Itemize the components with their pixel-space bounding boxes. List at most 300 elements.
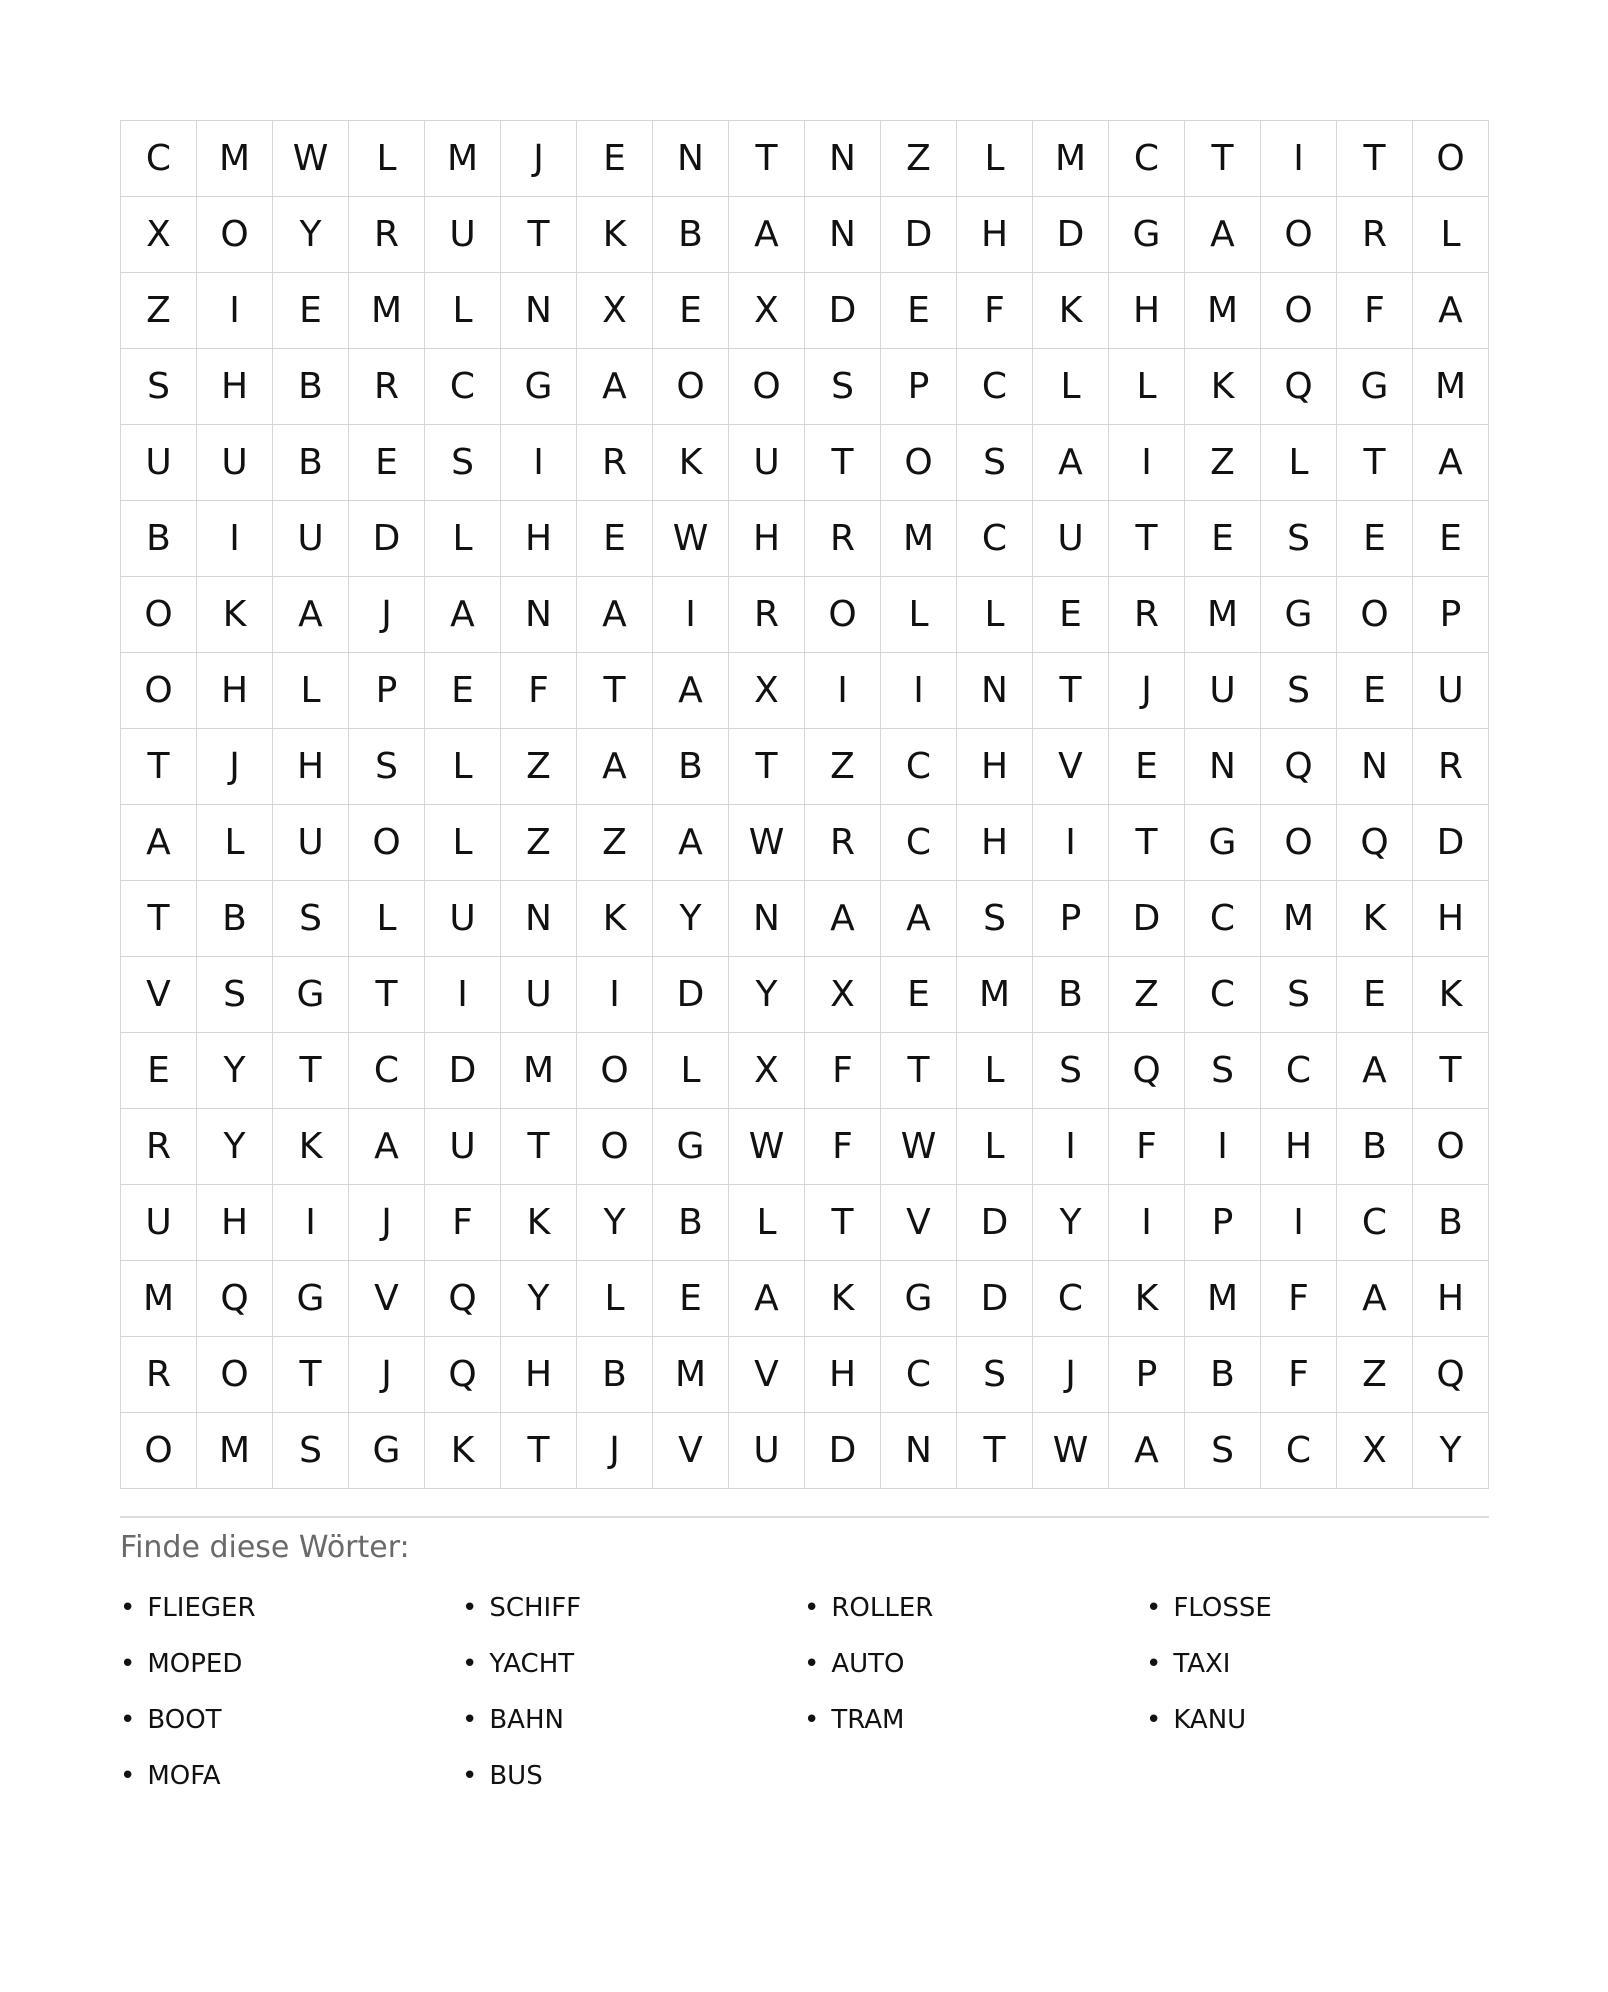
grid-cell[interactable]: H bbox=[197, 349, 273, 425]
grid-cell[interactable]: D bbox=[881, 197, 957, 273]
grid-cell[interactable]: M bbox=[1185, 577, 1261, 653]
grid-cell[interactable]: G bbox=[1109, 197, 1185, 273]
grid-cell[interactable]: Y bbox=[197, 1109, 273, 1185]
grid-cell[interactable]: I bbox=[1033, 805, 1109, 881]
grid-cell[interactable]: G bbox=[1185, 805, 1261, 881]
grid-cell[interactable]: Z bbox=[1337, 1337, 1413, 1413]
grid-cell[interactable]: S bbox=[197, 957, 273, 1033]
grid-cell[interactable]: J bbox=[197, 729, 273, 805]
grid-cell[interactable]: X bbox=[805, 957, 881, 1033]
grid-cell[interactable]: M bbox=[425, 121, 501, 197]
grid-cell[interactable]: J bbox=[349, 577, 425, 653]
grid-cell[interactable]: T bbox=[1109, 501, 1185, 577]
grid-cell[interactable]: A bbox=[577, 577, 653, 653]
grid-cell[interactable]: E bbox=[881, 273, 957, 349]
grid-cell[interactable]: O bbox=[729, 349, 805, 425]
grid-cell[interactable]: T bbox=[957, 1413, 1033, 1489]
grid-cell[interactable]: E bbox=[1337, 653, 1413, 729]
grid-cell[interactable]: K bbox=[1337, 881, 1413, 957]
grid-cell[interactable]: D bbox=[805, 273, 881, 349]
grid-cell[interactable]: U bbox=[1185, 653, 1261, 729]
grid-cell[interactable]: A bbox=[273, 577, 349, 653]
grid-cell[interactable]: T bbox=[501, 1109, 577, 1185]
grid-cell[interactable]: E bbox=[1185, 501, 1261, 577]
grid-cell[interactable]: Z bbox=[501, 805, 577, 881]
grid-cell[interactable]: S bbox=[273, 1413, 349, 1489]
grid-cell[interactable]: T bbox=[1337, 425, 1413, 501]
grid-cell[interactable]: B bbox=[1413, 1185, 1489, 1261]
grid-cell[interactable]: A bbox=[577, 729, 653, 805]
grid-cell[interactable]: G bbox=[1261, 577, 1337, 653]
grid-cell[interactable]: Y bbox=[501, 1261, 577, 1337]
grid-cell[interactable]: Q bbox=[425, 1337, 501, 1413]
grid-cell[interactable]: B bbox=[273, 349, 349, 425]
grid-cell[interactable]: A bbox=[729, 1261, 805, 1337]
grid-cell[interactable]: I bbox=[501, 425, 577, 501]
grid-cell[interactable]: U bbox=[121, 1185, 197, 1261]
grid-cell[interactable]: O bbox=[1261, 273, 1337, 349]
grid-cell[interactable]: I bbox=[653, 577, 729, 653]
grid-cell[interactable]: R bbox=[805, 805, 881, 881]
grid-cell[interactable]: W bbox=[729, 805, 805, 881]
grid-cell[interactable]: Q bbox=[1337, 805, 1413, 881]
grid-cell[interactable]: T bbox=[729, 121, 805, 197]
grid-cell[interactable]: L bbox=[1033, 349, 1109, 425]
grid-cell[interactable]: B bbox=[653, 1185, 729, 1261]
grid-cell[interactable]: E bbox=[577, 501, 653, 577]
grid-cell[interactable]: V bbox=[1033, 729, 1109, 805]
grid-cell[interactable]: M bbox=[197, 1413, 273, 1489]
grid-cell[interactable]: C bbox=[881, 1337, 957, 1413]
grid-cell[interactable]: A bbox=[653, 805, 729, 881]
grid-cell[interactable]: O bbox=[121, 653, 197, 729]
grid-cell[interactable]: B bbox=[273, 425, 349, 501]
grid-cell[interactable]: Z bbox=[577, 805, 653, 881]
grid-cell[interactable]: N bbox=[881, 1413, 957, 1489]
grid-cell[interactable]: P bbox=[1033, 881, 1109, 957]
grid-cell[interactable]: R bbox=[577, 425, 653, 501]
grid-cell[interactable]: S bbox=[1261, 957, 1337, 1033]
grid-cell[interactable]: C bbox=[1185, 957, 1261, 1033]
grid-cell[interactable]: F bbox=[425, 1185, 501, 1261]
grid-cell[interactable]: S bbox=[957, 425, 1033, 501]
grid-cell[interactable]: F bbox=[1337, 273, 1413, 349]
grid-cell[interactable]: E bbox=[121, 1033, 197, 1109]
grid-cell[interactable]: S bbox=[805, 349, 881, 425]
grid-cell[interactable]: Q bbox=[1413, 1337, 1489, 1413]
grid-cell[interactable]: Y bbox=[729, 957, 805, 1033]
grid-cell[interactable]: L bbox=[957, 1109, 1033, 1185]
grid-cell[interactable]: B bbox=[1033, 957, 1109, 1033]
grid-cell[interactable]: M bbox=[1185, 1261, 1261, 1337]
grid-cell[interactable]: I bbox=[425, 957, 501, 1033]
grid-cell[interactable]: D bbox=[1413, 805, 1489, 881]
grid-cell[interactable]: E bbox=[349, 425, 425, 501]
grid-cell[interactable]: Y bbox=[653, 881, 729, 957]
grid-cell[interactable]: R bbox=[121, 1109, 197, 1185]
grid-cell[interactable]: L bbox=[1261, 425, 1337, 501]
grid-cell[interactable]: U bbox=[1033, 501, 1109, 577]
grid-cell[interactable]: S bbox=[349, 729, 425, 805]
grid-cell[interactable]: E bbox=[1337, 957, 1413, 1033]
grid-cell[interactable]: R bbox=[349, 349, 425, 425]
grid-cell[interactable]: P bbox=[1109, 1337, 1185, 1413]
grid-cell[interactable]: C bbox=[425, 349, 501, 425]
grid-cell[interactable]: A bbox=[1109, 1413, 1185, 1489]
grid-cell[interactable]: V bbox=[349, 1261, 425, 1337]
grid-cell[interactable]: D bbox=[957, 1261, 1033, 1337]
grid-cell[interactable]: C bbox=[881, 729, 957, 805]
grid-cell[interactable]: Z bbox=[121, 273, 197, 349]
grid-cell[interactable]: E bbox=[653, 1261, 729, 1337]
grid-cell[interactable]: B bbox=[653, 729, 729, 805]
grid-cell[interactable]: S bbox=[1261, 653, 1337, 729]
grid-cell[interactable]: J bbox=[349, 1185, 425, 1261]
grid-cell[interactable]: G bbox=[653, 1109, 729, 1185]
grid-cell[interactable]: M bbox=[957, 957, 1033, 1033]
grid-cell[interactable]: X bbox=[729, 1033, 805, 1109]
grid-cell[interactable]: P bbox=[349, 653, 425, 729]
grid-cell[interactable]: J bbox=[1033, 1337, 1109, 1413]
grid-cell[interactable]: N bbox=[805, 121, 881, 197]
grid-cell[interactable]: D bbox=[1109, 881, 1185, 957]
grid-cell[interactable]: K bbox=[197, 577, 273, 653]
grid-cell[interactable]: H bbox=[1261, 1109, 1337, 1185]
grid-cell[interactable]: A bbox=[805, 881, 881, 957]
grid-cell[interactable]: B bbox=[1185, 1337, 1261, 1413]
grid-cell[interactable]: N bbox=[957, 653, 1033, 729]
grid-cell[interactable]: K bbox=[501, 1185, 577, 1261]
grid-cell[interactable]: M bbox=[501, 1033, 577, 1109]
grid-cell[interactable]: O bbox=[197, 197, 273, 273]
grid-cell[interactable]: X bbox=[729, 273, 805, 349]
grid-cell[interactable]: F bbox=[1261, 1261, 1337, 1337]
grid-cell[interactable]: H bbox=[957, 729, 1033, 805]
grid-cell[interactable]: T bbox=[273, 1337, 349, 1413]
grid-cell[interactable]: I bbox=[805, 653, 881, 729]
grid-cell[interactable]: A bbox=[1337, 1261, 1413, 1337]
grid-cell[interactable]: K bbox=[1413, 957, 1489, 1033]
grid-cell[interactable]: U bbox=[425, 197, 501, 273]
grid-cell[interactable]: D bbox=[653, 957, 729, 1033]
grid-cell[interactable]: M bbox=[121, 1261, 197, 1337]
grid-cell[interactable]: T bbox=[273, 1033, 349, 1109]
grid-cell[interactable]: V bbox=[881, 1185, 957, 1261]
grid-cell[interactable]: M bbox=[881, 501, 957, 577]
grid-cell[interactable]: Y bbox=[273, 197, 349, 273]
grid-cell[interactable]: W bbox=[729, 1109, 805, 1185]
grid-cell[interactable]: T bbox=[805, 1185, 881, 1261]
grid-cell[interactable]: Z bbox=[881, 121, 957, 197]
grid-cell[interactable]: K bbox=[577, 197, 653, 273]
grid-cell[interactable]: U bbox=[273, 501, 349, 577]
grid-cell[interactable]: P bbox=[881, 349, 957, 425]
grid-cell[interactable]: T bbox=[729, 729, 805, 805]
grid-cell[interactable]: N bbox=[729, 881, 805, 957]
grid-cell[interactable]: E bbox=[1109, 729, 1185, 805]
grid-cell[interactable]: I bbox=[1185, 1109, 1261, 1185]
grid-cell[interactable]: J bbox=[501, 121, 577, 197]
grid-cell[interactable]: E bbox=[425, 653, 501, 729]
grid-cell[interactable]: Y bbox=[197, 1033, 273, 1109]
grid-cell[interactable]: R bbox=[805, 501, 881, 577]
grid-cell[interactable]: W bbox=[653, 501, 729, 577]
grid-cell[interactable]: U bbox=[425, 1109, 501, 1185]
grid-cell[interactable]: U bbox=[197, 425, 273, 501]
grid-cell[interactable]: K bbox=[1185, 349, 1261, 425]
grid-cell[interactable]: I bbox=[577, 957, 653, 1033]
grid-cell[interactable]: N bbox=[501, 273, 577, 349]
grid-cell[interactable]: B bbox=[577, 1337, 653, 1413]
grid-cell[interactable]: Z bbox=[501, 729, 577, 805]
grid-cell[interactable]: K bbox=[1033, 273, 1109, 349]
grid-cell[interactable]: O bbox=[881, 425, 957, 501]
grid-cell[interactable]: U bbox=[501, 957, 577, 1033]
grid-cell[interactable]: C bbox=[1185, 881, 1261, 957]
grid-cell[interactable]: M bbox=[349, 273, 425, 349]
grid-cell[interactable]: K bbox=[273, 1109, 349, 1185]
grid-cell[interactable]: L bbox=[957, 121, 1033, 197]
grid-cell[interactable]: E bbox=[1413, 501, 1489, 577]
grid-cell[interactable]: C bbox=[1261, 1033, 1337, 1109]
grid-cell[interactable]: F bbox=[805, 1109, 881, 1185]
grid-cell[interactable]: Q bbox=[425, 1261, 501, 1337]
grid-cell[interactable]: Q bbox=[1109, 1033, 1185, 1109]
grid-cell[interactable]: I bbox=[197, 273, 273, 349]
grid-cell[interactable]: G bbox=[501, 349, 577, 425]
grid-cell[interactable]: W bbox=[881, 1109, 957, 1185]
grid-cell[interactable]: Y bbox=[1033, 1185, 1109, 1261]
grid-cell[interactable]: M bbox=[653, 1337, 729, 1413]
grid-cell[interactable]: K bbox=[653, 425, 729, 501]
grid-cell[interactable]: O bbox=[1413, 1109, 1489, 1185]
grid-cell[interactable]: G bbox=[349, 1413, 425, 1489]
grid-cell[interactable]: L bbox=[729, 1185, 805, 1261]
grid-cell[interactable]: H bbox=[1413, 881, 1489, 957]
grid-cell[interactable]: O bbox=[121, 1413, 197, 1489]
grid-cell[interactable]: W bbox=[1033, 1413, 1109, 1489]
grid-cell[interactable]: N bbox=[1337, 729, 1413, 805]
grid-cell[interactable]: D bbox=[349, 501, 425, 577]
grid-cell[interactable]: L bbox=[957, 1033, 1033, 1109]
grid-cell[interactable]: O bbox=[121, 577, 197, 653]
grid-cell[interactable]: A bbox=[1033, 425, 1109, 501]
grid-cell[interactable]: G bbox=[881, 1261, 957, 1337]
grid-cell[interactable]: A bbox=[349, 1109, 425, 1185]
grid-cell[interactable]: D bbox=[425, 1033, 501, 1109]
grid-cell[interactable]: I bbox=[1109, 1185, 1185, 1261]
grid-cell[interactable]: O bbox=[653, 349, 729, 425]
grid-cell[interactable]: L bbox=[197, 805, 273, 881]
grid-cell[interactable]: O bbox=[577, 1109, 653, 1185]
grid-cell[interactable]: C bbox=[1033, 1261, 1109, 1337]
grid-cell[interactable]: T bbox=[121, 881, 197, 957]
grid-cell[interactable]: H bbox=[729, 501, 805, 577]
grid-cell[interactable]: E bbox=[1033, 577, 1109, 653]
grid-cell[interactable]: O bbox=[1261, 197, 1337, 273]
grid-cell[interactable]: C bbox=[1261, 1413, 1337, 1489]
grid-cell[interactable]: B bbox=[1337, 1109, 1413, 1185]
grid-cell[interactable]: K bbox=[425, 1413, 501, 1489]
grid-cell[interactable]: G bbox=[273, 957, 349, 1033]
grid-cell[interactable]: I bbox=[881, 653, 957, 729]
grid-cell[interactable]: F bbox=[1109, 1109, 1185, 1185]
grid-cell[interactable]: A bbox=[1185, 197, 1261, 273]
grid-cell[interactable]: H bbox=[501, 1337, 577, 1413]
grid-cell[interactable]: S bbox=[1185, 1033, 1261, 1109]
grid-cell[interactable]: H bbox=[197, 653, 273, 729]
grid-cell[interactable]: J bbox=[577, 1413, 653, 1489]
grid-cell[interactable]: O bbox=[805, 577, 881, 653]
grid-cell[interactable]: C bbox=[1109, 121, 1185, 197]
grid-cell[interactable]: T bbox=[501, 1413, 577, 1489]
grid-cell[interactable]: Z bbox=[1109, 957, 1185, 1033]
grid-cell[interactable]: L bbox=[1109, 349, 1185, 425]
grid-cell[interactable]: Q bbox=[1261, 349, 1337, 425]
grid-cell[interactable]: K bbox=[805, 1261, 881, 1337]
grid-cell[interactable]: X bbox=[577, 273, 653, 349]
grid-cell[interactable]: U bbox=[729, 425, 805, 501]
grid-cell[interactable]: K bbox=[1109, 1261, 1185, 1337]
grid-cell[interactable]: E bbox=[273, 273, 349, 349]
grid-cell[interactable]: I bbox=[273, 1185, 349, 1261]
grid-cell[interactable]: P bbox=[1185, 1185, 1261, 1261]
grid-cell[interactable]: L bbox=[273, 653, 349, 729]
grid-cell[interactable]: T bbox=[1413, 1033, 1489, 1109]
grid-cell[interactable]: U bbox=[729, 1413, 805, 1489]
grid-cell[interactable]: C bbox=[1337, 1185, 1413, 1261]
grid-cell[interactable]: O bbox=[1261, 805, 1337, 881]
grid-cell[interactable]: T bbox=[577, 653, 653, 729]
grid-cell[interactable]: S bbox=[957, 881, 1033, 957]
grid-cell[interactable]: T bbox=[881, 1033, 957, 1109]
grid-cell[interactable]: B bbox=[121, 501, 197, 577]
grid-cell[interactable]: H bbox=[197, 1185, 273, 1261]
grid-cell[interactable]: C bbox=[957, 349, 1033, 425]
grid-cell[interactable]: W bbox=[273, 121, 349, 197]
grid-cell[interactable]: H bbox=[957, 805, 1033, 881]
grid-cell[interactable]: T bbox=[1033, 653, 1109, 729]
grid-cell[interactable]: V bbox=[653, 1413, 729, 1489]
grid-cell[interactable]: A bbox=[729, 197, 805, 273]
grid-cell[interactable]: F bbox=[501, 653, 577, 729]
grid-cell[interactable]: C bbox=[349, 1033, 425, 1109]
grid-cell[interactable]: U bbox=[1413, 653, 1489, 729]
grid-cell[interactable]: T bbox=[121, 729, 197, 805]
grid-cell[interactable]: R bbox=[349, 197, 425, 273]
grid-cell[interactable]: N bbox=[653, 121, 729, 197]
grid-cell[interactable]: L bbox=[349, 881, 425, 957]
grid-cell[interactable]: S bbox=[1033, 1033, 1109, 1109]
grid-cell[interactable]: H bbox=[501, 501, 577, 577]
grid-cell[interactable]: S bbox=[957, 1337, 1033, 1413]
grid-cell[interactable]: E bbox=[881, 957, 957, 1033]
grid-cell[interactable]: L bbox=[349, 121, 425, 197]
grid-cell[interactable]: V bbox=[121, 957, 197, 1033]
grid-cell[interactable]: L bbox=[425, 729, 501, 805]
grid-cell[interactable]: A bbox=[425, 577, 501, 653]
grid-cell[interactable]: D bbox=[805, 1413, 881, 1489]
grid-cell[interactable]: A bbox=[121, 805, 197, 881]
grid-cell[interactable]: H bbox=[273, 729, 349, 805]
grid-cell[interactable]: H bbox=[1413, 1261, 1489, 1337]
grid-cell[interactable]: T bbox=[1109, 805, 1185, 881]
grid-cell[interactable]: T bbox=[349, 957, 425, 1033]
grid-cell[interactable]: T bbox=[1185, 121, 1261, 197]
grid-cell[interactable]: I bbox=[1109, 425, 1185, 501]
grid-cell[interactable]: A bbox=[1413, 273, 1489, 349]
grid-cell[interactable]: N bbox=[805, 197, 881, 273]
grid-cell[interactable]: L bbox=[653, 1033, 729, 1109]
grid-cell[interactable]: I bbox=[1261, 121, 1337, 197]
grid-cell[interactable]: Q bbox=[197, 1261, 273, 1337]
grid-cell[interactable]: X bbox=[121, 197, 197, 273]
grid-cell[interactable]: C bbox=[121, 121, 197, 197]
grid-cell[interactable]: I bbox=[1261, 1185, 1337, 1261]
grid-cell[interactable]: T bbox=[805, 425, 881, 501]
grid-cell[interactable]: M bbox=[1033, 121, 1109, 197]
grid-cell[interactable]: L bbox=[957, 577, 1033, 653]
grid-cell[interactable]: L bbox=[425, 805, 501, 881]
grid-cell[interactable]: N bbox=[501, 881, 577, 957]
grid-cell[interactable]: F bbox=[957, 273, 1033, 349]
grid-cell[interactable]: U bbox=[425, 881, 501, 957]
grid-cell[interactable]: F bbox=[1261, 1337, 1337, 1413]
grid-cell[interactable]: E bbox=[577, 121, 653, 197]
grid-cell[interactable]: G bbox=[273, 1261, 349, 1337]
grid-cell[interactable]: U bbox=[121, 425, 197, 501]
grid-cell[interactable]: L bbox=[577, 1261, 653, 1337]
grid-cell[interactable]: F bbox=[805, 1033, 881, 1109]
grid-cell[interactable]: O bbox=[349, 805, 425, 881]
grid-cell[interactable]: B bbox=[653, 197, 729, 273]
grid-cell[interactable]: O bbox=[197, 1337, 273, 1413]
grid-cell[interactable]: T bbox=[1337, 121, 1413, 197]
grid-cell[interactable]: B bbox=[197, 881, 273, 957]
grid-cell[interactable]: D bbox=[1033, 197, 1109, 273]
grid-cell[interactable]: E bbox=[1337, 501, 1413, 577]
grid-cell[interactable]: R bbox=[729, 577, 805, 653]
grid-cell[interactable]: A bbox=[1337, 1033, 1413, 1109]
grid-cell[interactable]: D bbox=[957, 1185, 1033, 1261]
grid-cell[interactable]: R bbox=[1413, 729, 1489, 805]
grid-cell[interactable]: C bbox=[957, 501, 1033, 577]
grid-cell[interactable]: N bbox=[1185, 729, 1261, 805]
grid-cell[interactable]: M bbox=[197, 121, 273, 197]
grid-cell[interactable]: R bbox=[121, 1337, 197, 1413]
grid-cell[interactable]: L bbox=[425, 273, 501, 349]
grid-cell[interactable]: Q bbox=[1261, 729, 1337, 805]
grid-cell[interactable]: A bbox=[577, 349, 653, 425]
grid-cell[interactable]: V bbox=[729, 1337, 805, 1413]
grid-cell[interactable]: S bbox=[121, 349, 197, 425]
grid-cell[interactable]: I bbox=[1033, 1109, 1109, 1185]
grid-cell[interactable]: Y bbox=[577, 1185, 653, 1261]
grid-cell[interactable]: J bbox=[1109, 653, 1185, 729]
grid-cell[interactable]: G bbox=[1337, 349, 1413, 425]
grid-cell[interactable]: S bbox=[273, 881, 349, 957]
grid-cell[interactable]: H bbox=[805, 1337, 881, 1413]
grid-cell[interactable]: P bbox=[1413, 577, 1489, 653]
grid-cell[interactable]: H bbox=[1109, 273, 1185, 349]
grid-cell[interactable]: L bbox=[425, 501, 501, 577]
grid-cell[interactable]: Z bbox=[1185, 425, 1261, 501]
grid-cell[interactable]: O bbox=[1337, 577, 1413, 653]
grid-cell[interactable]: O bbox=[577, 1033, 653, 1109]
grid-cell[interactable]: A bbox=[653, 653, 729, 729]
grid-cell[interactable]: H bbox=[957, 197, 1033, 273]
grid-cell[interactable]: X bbox=[729, 653, 805, 729]
